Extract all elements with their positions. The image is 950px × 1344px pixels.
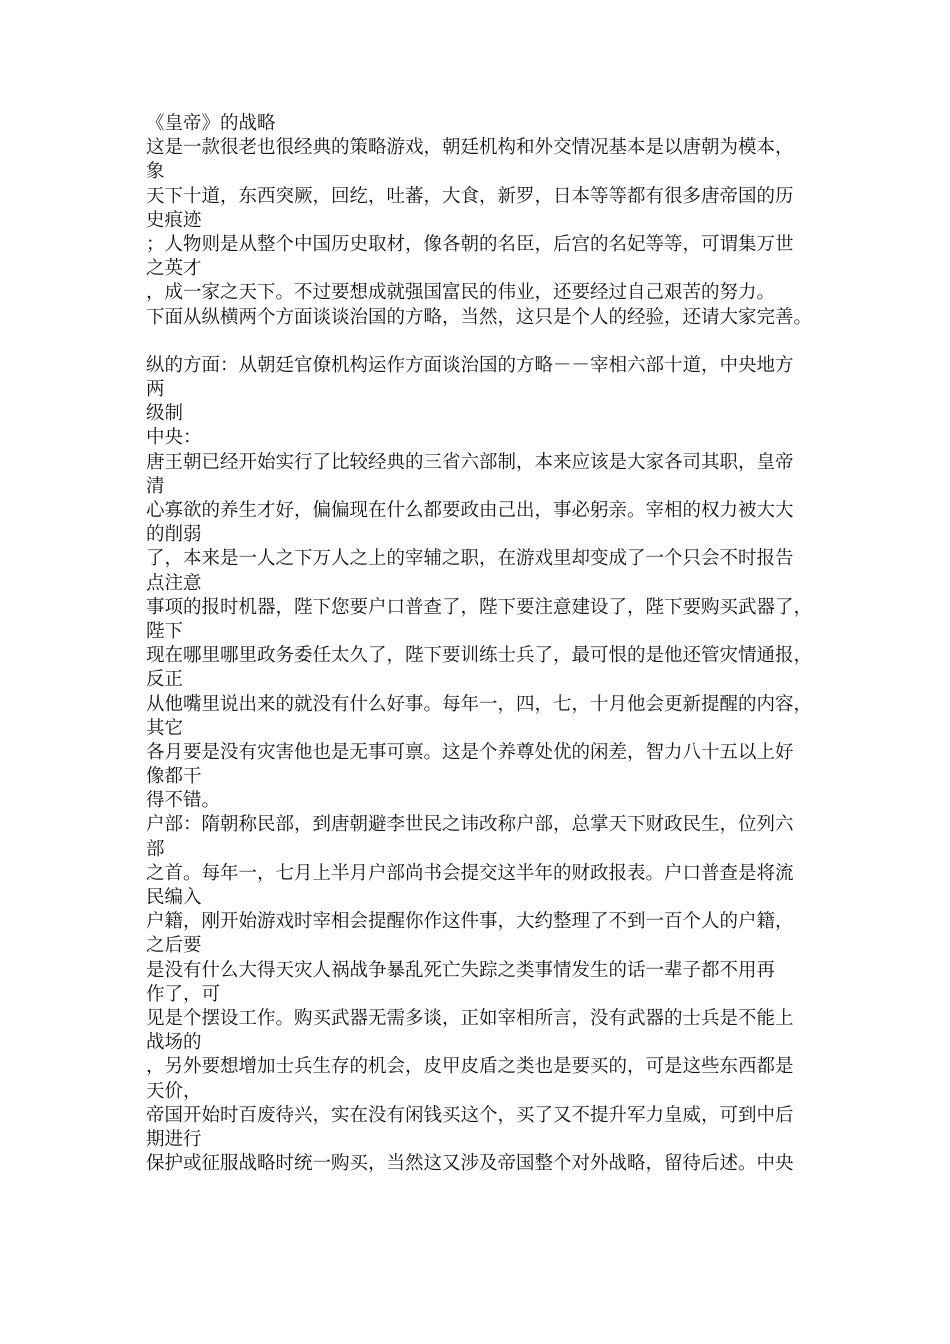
text-line: 作了，可: [146, 983, 221, 1005]
text-line: 天价，: [146, 1080, 202, 1102]
text-line: 心寡欲的养生才好，偏偏现在什么都要政由己出，事必躬亲。宰相的权力被大大: [146, 500, 794, 521]
text-line: 各月要是没有灾害他也是无事可禀。这是个养尊处优的闲差，智力八十五以上好: [146, 741, 794, 763]
text-line: 了，本来是一人之下万人之上的宰辅之职，在游戏里却变成了一个只会不时报告: [146, 548, 794, 570]
text-line: 民编入: [146, 887, 202, 908]
text-line: 户部：隋朝称民部，到唐朝避李世民之讳改称户部，总掌天下财政民生，位列六: [146, 814, 794, 836]
text-line: 史痕迹: [146, 209, 202, 231]
text-line: ，成一家之天下。不过要想成就强国富民的伟业，还要经过自己艰苦的努力。: [146, 282, 776, 304]
text-line: 事项的报时机器，陛下您要户口普查了，陛下要注意建设了，陛下要购买武器了，: [146, 596, 813, 618]
text-line: ，另外要想增加士兵生存的机会，皮甲皮盾之类也是要买的，可是这些东西都是: [146, 1056, 794, 1078]
text-line: 象: [146, 161, 165, 183]
text-line: 战场的: [146, 1032, 202, 1054]
document-text: [146, 136, 813, 1176]
text-line: 的削弱: [146, 524, 202, 546]
text-line: 这是一款很老也很经典的策略游戏，朝廷机构和外交情况基本是以唐朝为模本，: [146, 137, 794, 159]
text-line: 反正: [146, 669, 184, 691]
text-line: 纵的方面：从朝廷官僚机构运作方面谈治国的方略－－宰相六部十道，中央地方: [146, 354, 794, 376]
document-title: 《皇帝》的战略: [146, 113, 276, 134]
text-line: 是没有什么大得天灾人祸战争暴乱死亡失踪之类事情发生的话一辈子都不用再: [146, 959, 776, 981]
text-line: 下面从纵横两个方面谈谈治国的方略，当然，这只是个人的经验，还请大家完善。: [146, 306, 813, 328]
text-line: ；人物则是从整个中国历史取材，像各朝的名臣，后宫的名妃等等，可谓集万世: [146, 233, 794, 255]
text-line: 之后要: [146, 935, 202, 957]
text-line: 清: [146, 475, 165, 497]
text-line: 期进行: [146, 1128, 202, 1150]
document-body: [146, 112, 813, 1176]
text-line: 从他嘴里说出来的就没有什么好事。每年一，四，七，十月他会更新提醒的内容，: [146, 693, 813, 715]
blank-line: [146, 330, 806, 354]
text-line: 级制: [146, 403, 184, 425]
text-line: 其它: [146, 717, 184, 739]
text-line: 部: [146, 838, 165, 860]
text-line: 点注意: [146, 572, 202, 594]
text-line: 之首。每年一，七月上半月户部尚书会提交这半年的财政报表。户口普查是将流: [146, 862, 794, 884]
text-line: 帝国开始时百废待兴，实在没有闲钱买这个，买了又不提升军力皇威，可到中后: [146, 1104, 794, 1126]
text-line: 户籍，刚开始游戏时宰相会提醒你作这件事，大约整理了不到一百个人的户籍，: [146, 911, 794, 933]
text-line: 中央：: [146, 427, 202, 449]
text-line: 保护或征服战略时统一购买，当然这又涉及帝国整个对外战略，留待后述。中央: [146, 1153, 794, 1175]
text-line: 唐王朝已经开始实行了比较经典的三省六部制，本来应该是大家各司其职，皇帝: [146, 451, 794, 473]
text-line: 陛下: [146, 620, 184, 642]
text-line: 之英才: [146, 258, 202, 280]
text-line: 现在哪里哪里政务委任太久了，陛下要训练士兵了，最可恨的是他还管灾情通报，: [146, 645, 813, 667]
text-line: 像都干: [146, 766, 202, 788]
text-line: 两: [146, 379, 165, 401]
text-line: 得不错。: [146, 790, 221, 812]
text-line: 见是个摆设工作。购买武器无需多谈，正如宰相所言，没有武器的士兵是不能上: [146, 1007, 794, 1029]
text-line: 天下十道，东西突厥，回纥，吐蕃，大食，新罗，日本等等都有很多唐帝国的历: [146, 185, 794, 207]
